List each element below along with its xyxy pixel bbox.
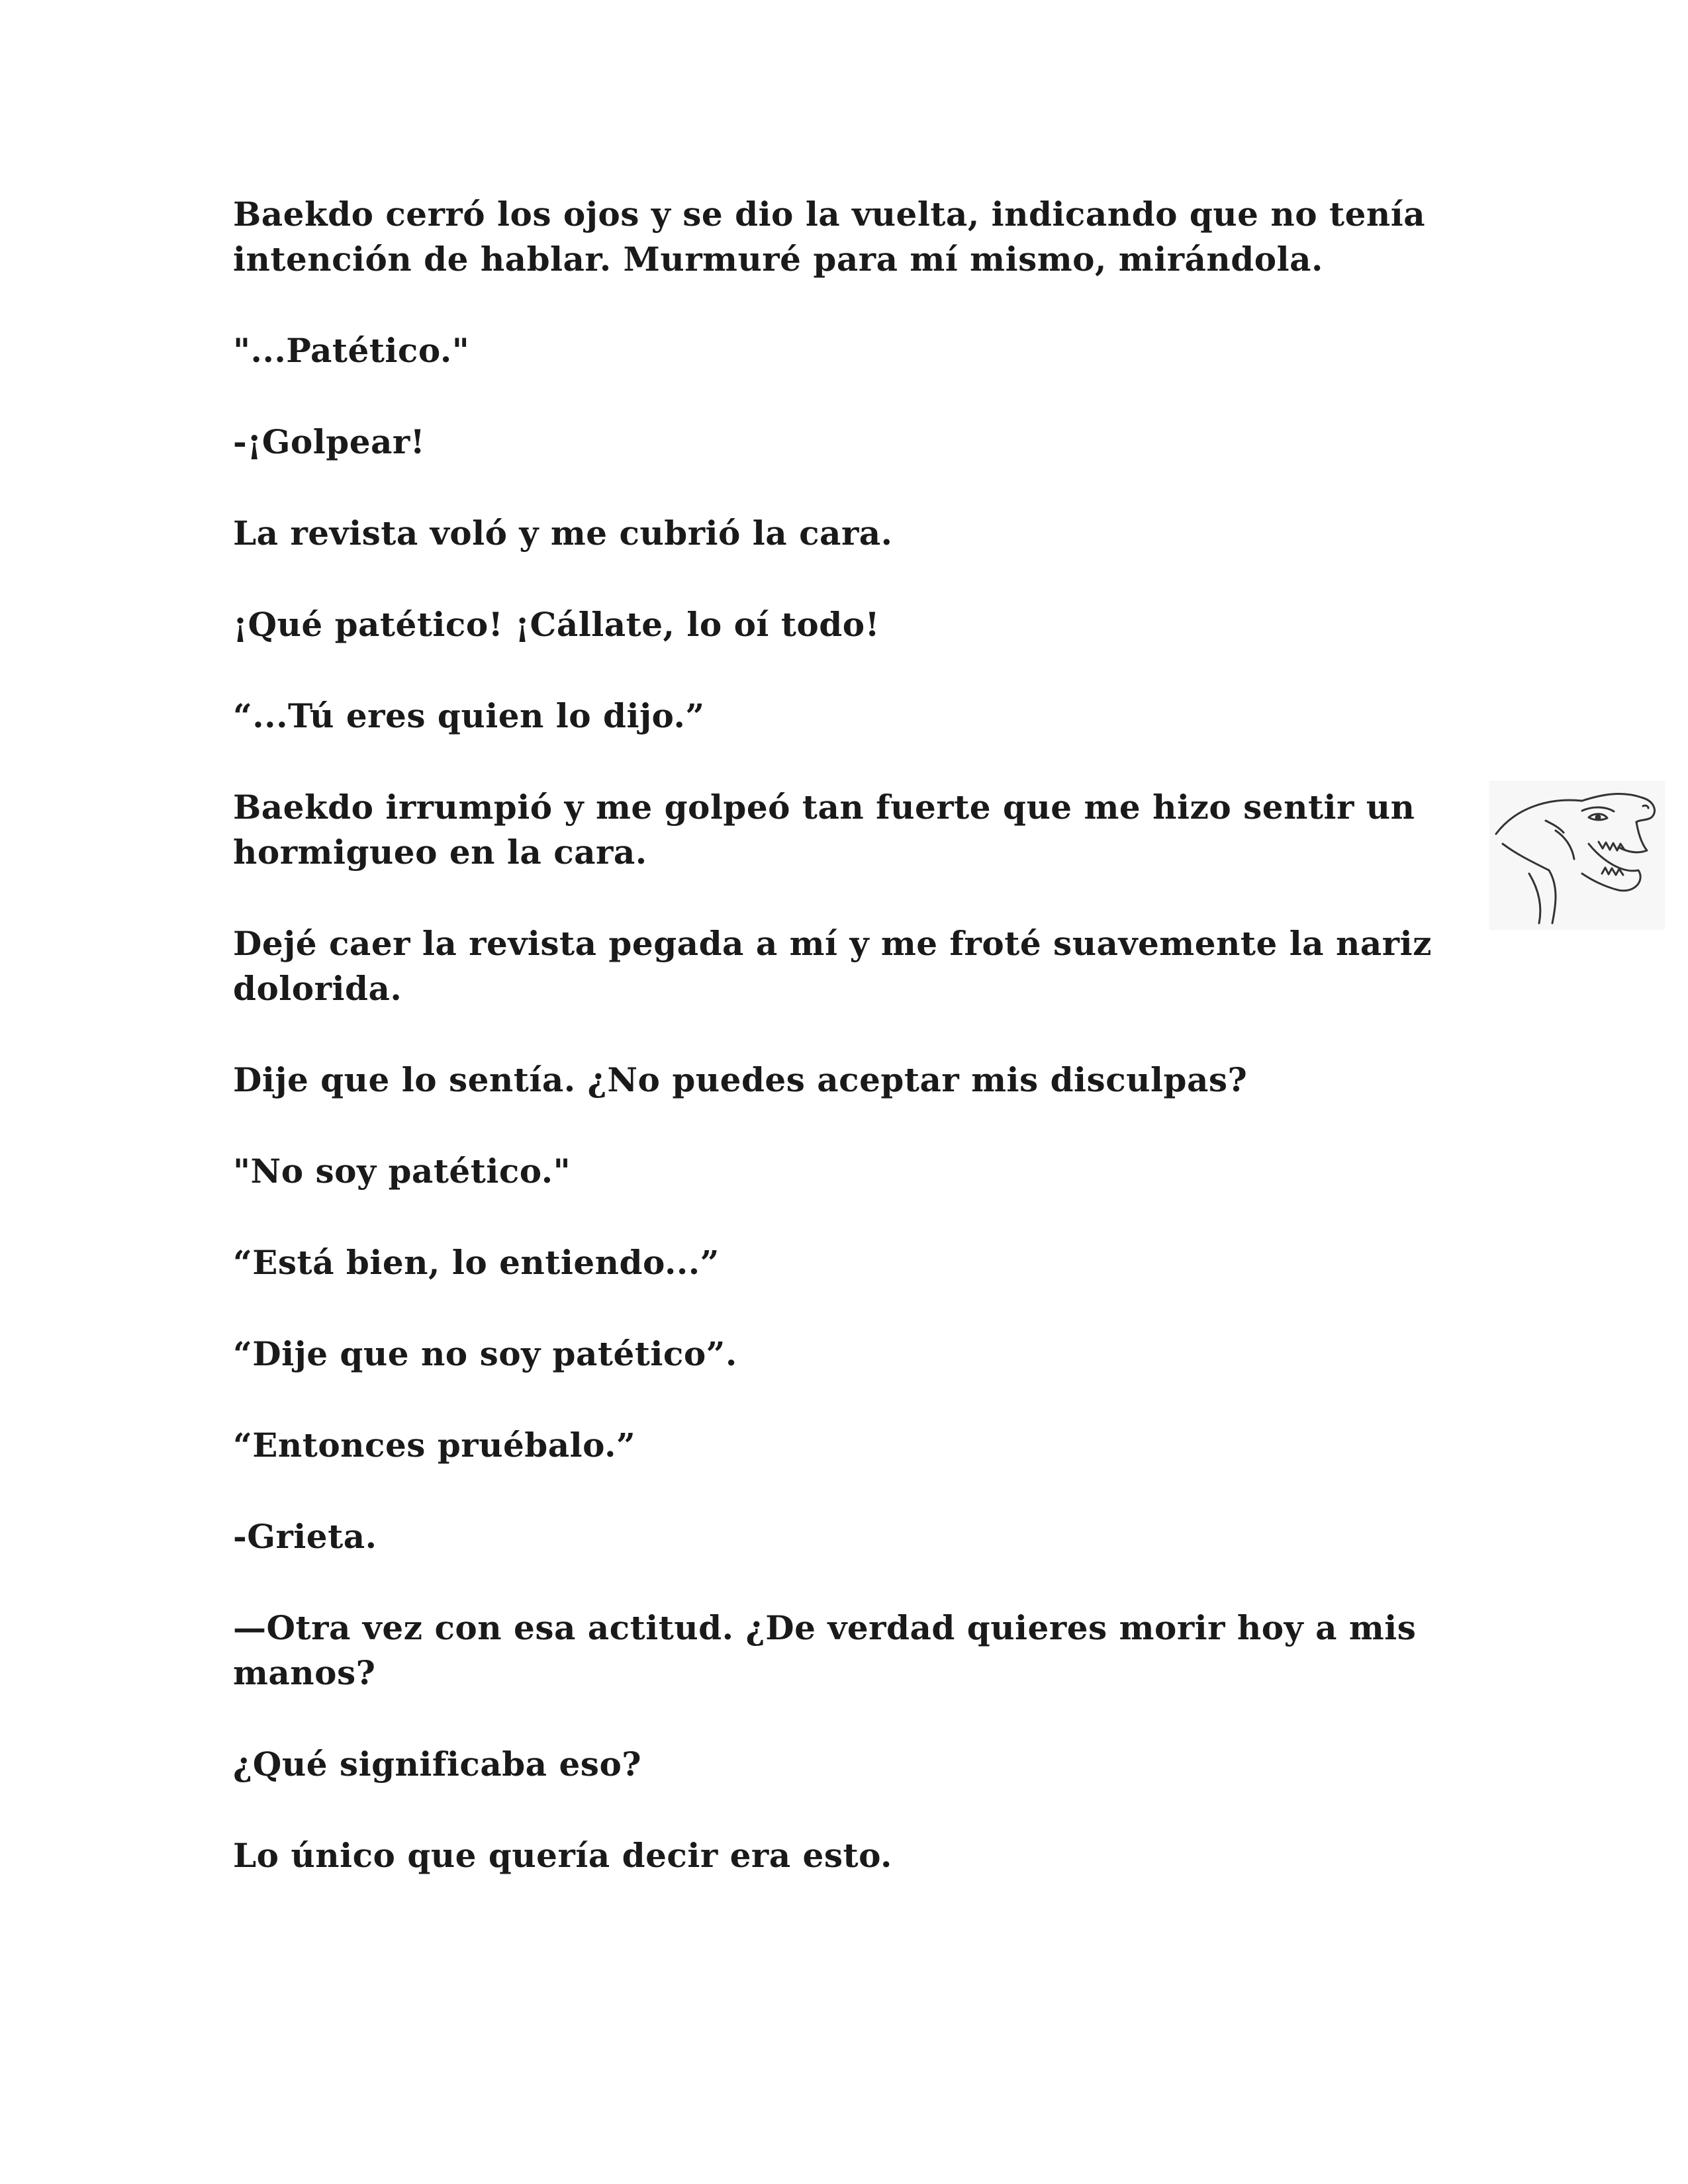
paragraph-2: "...Patético." [233,331,470,370]
dinosaur-head-sketch-icon [1489,781,1665,930]
paragraph-4: La revista voló y me cubrió la cara. [233,514,893,553]
paragraph-5: ¡Qué patético! ¡Cállate, lo oí todo! [233,605,880,644]
paragraph-15: —Otra vez con esa actitud. ¿De verdad quieres morir hoy a mis manos? [233,1608,1417,1692]
paragraph-10: "No soy patético." [233,1152,571,1191]
paragraph-6: “...Tú eres quien lo dijo.” [233,696,705,735]
paragraph-7: Baekdo irrumpió y me golpeó tan fuerte que me hizo sentir un hormigueo en la cara. [233,788,1415,872]
paragraph-11: “Está bien, lo entiendo...” [233,1243,720,1282]
paragraph-12: “Dije que no soy patético”. [233,1334,737,1373]
paragraph-3: -¡Golpear! [233,422,426,461]
paragraph-9: Dije que lo sentía. ¿No puedes aceptar mis disculpas? [233,1060,1248,1099]
paragraph-14: -Grieta. [233,1517,377,1556]
paragraph-16: ¿Qué significaba eso? [233,1745,642,1784]
paragraph-13: “Entonces pruébalo.” [233,1426,636,1465]
paragraph-8: Dejé caer la revista pegada a mí y me froté suavemente la nariz dolorida. [233,924,1432,1008]
paragraph-1: Baekdo cerró los ojos y se dio la vuelta, indicando que no tenía intención de hablar. Murmuré para mí mismo, mirándola. [233,195,1426,279]
body-text [233,192,1451,1925]
paragraph-17: Lo único que quería decir era esto. [233,1836,892,1875]
